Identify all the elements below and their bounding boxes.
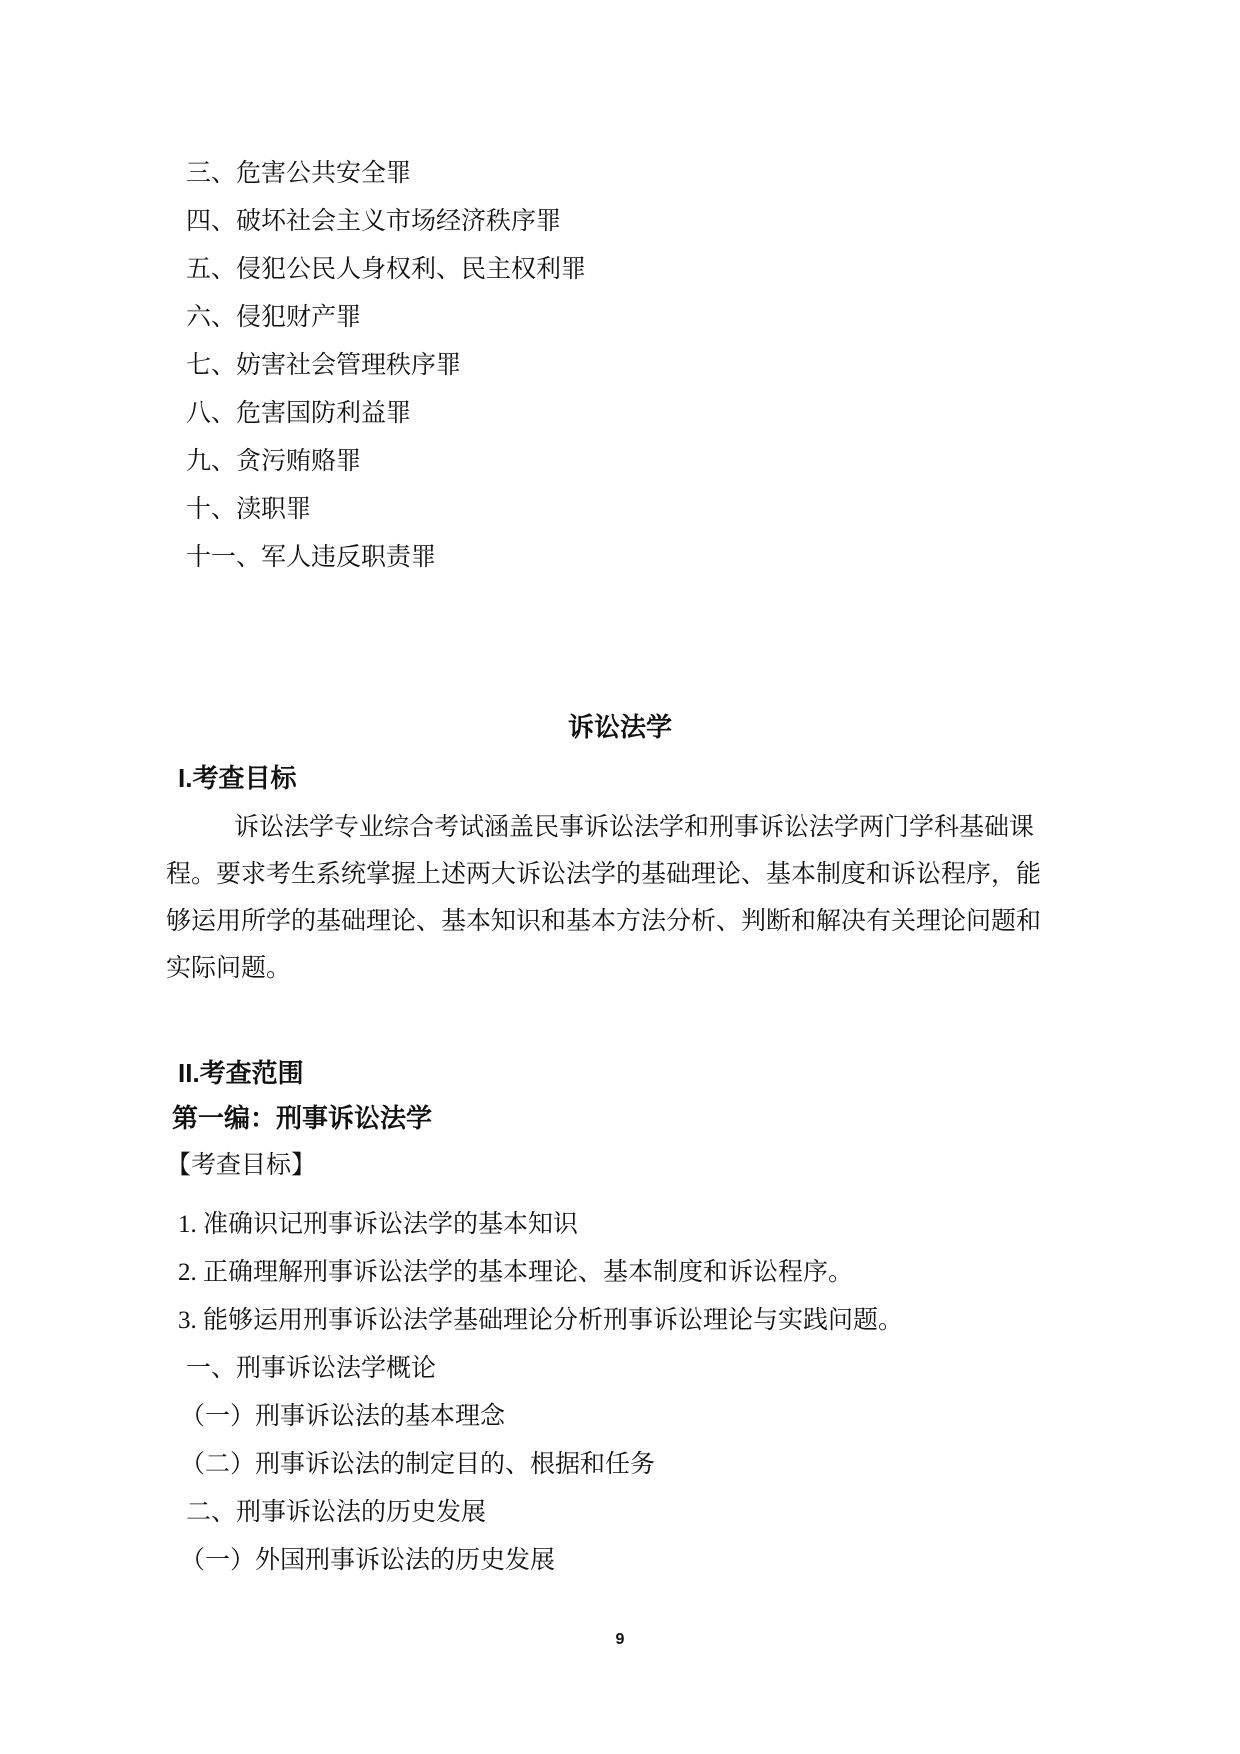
outline-item: 2. 正确理解刑事诉讼法学的基本理论、基本制度和诉讼程序。 (178, 1259, 854, 1286)
outline-item: 二、刑事诉讼法的历史发展 (186, 1499, 487, 1526)
crimes-list-item: 六、侵犯财产罪 (186, 304, 362, 331)
paragraph-line: 实际问题。 (166, 955, 292, 982)
outline-item: 3. 能够运用刑事诉讼法学基础理论分析刑事诉讼理论与实践问题。 (178, 1307, 904, 1334)
paragraph-line: 诉讼法学专业综合考试涵盖民事诉讼法学和刑事诉讼法学两门学科基础课 (234, 814, 1035, 841)
section-title: 诉讼法学 (567, 712, 672, 742)
outline-item: 一、刑事诉讼法学概论 (186, 1355, 437, 1382)
crimes-list-item: 三、危害公共安全罪 (186, 160, 412, 187)
exam-goal-paragraph (166, 804, 1074, 992)
page-number: 9 (615, 1631, 625, 1648)
outline-item: （一）外国刑事诉讼法的历史发展 (180, 1547, 556, 1574)
crimes-list-item: 七、妨害社会管理秩序罪 (186, 352, 462, 379)
exam-scope-heading: II.考查范围 (178, 1058, 304, 1088)
crimes-list-item: 十一、军人违反职责罪 (186, 544, 437, 571)
outline-item: （二）刑事诉讼法的制定目的、根据和任务 (180, 1451, 656, 1478)
crimes-list-item: 五、侵犯公民人身权利、民主权利罪 (186, 256, 587, 283)
exam-goal-heading: I.考查目标 (178, 763, 297, 793)
paragraph-line: 程。要求考生系统掌握上述两大诉讼法学的基础理论、基本制度和诉讼程序，能 (166, 861, 1042, 888)
part-one-outline (166, 1201, 1074, 1585)
crimes-list (166, 150, 1074, 582)
part-one-heading: 第一编：刑事诉讼法学 (172, 1103, 433, 1133)
outline-item: 1. 准确识记刑事诉讼法学的基本知识 (178, 1211, 579, 1238)
crimes-list-item: 八、危害国防利益罪 (186, 400, 412, 427)
crimes-list-item: 九、贪污贿赂罪 (186, 448, 362, 475)
outline-item: （一）刑事诉讼法的基本理念 (180, 1403, 506, 1430)
goal-bracket-heading: 【考查目标】 (166, 1152, 317, 1179)
paragraph-line: 够运用所学的基础理论、基本知识和基本方法分析、判断和解决有关理论问题和 (166, 908, 1042, 935)
crimes-list-item: 四、破坏社会主义市场经济秩序罪 (186, 208, 562, 235)
crimes-list-item: 十、渎职罪 (186, 496, 312, 523)
